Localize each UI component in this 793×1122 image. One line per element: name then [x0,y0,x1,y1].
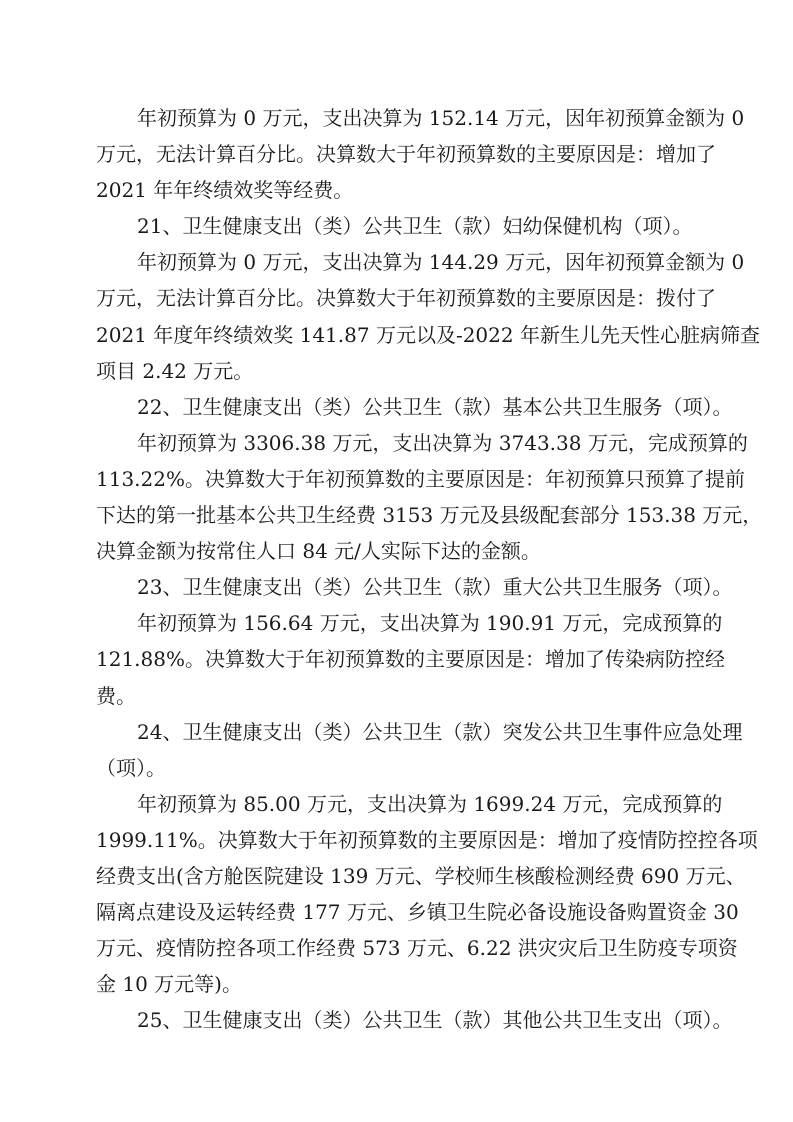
section-heading [96,389,733,425]
text-line: 25、卫生健康支出（类）公共卫生（款）其他公共卫生支出（项）。 [137,1008,733,1033]
text-line: 隔离点建设及运转经费 177 万元、乡镇卫生院必备设施设备购置资金 30 [96,900,739,925]
text-line: 年初预算为 0 万元，支出决算为 144.29 万元，因年初预算金额为 0 [137,250,745,275]
section-heading [96,714,743,786]
section-heading [96,569,733,605]
text-line: 2021 年度年终绩效奖 141.87 万元以及-2022 年新生儿先天性心脏病筛查 [96,322,760,347]
text-line: 年初预算为 3306.38 万元，支出决算为 3743.38 万元，完成预算的 [137,430,748,455]
text-line: 项目 2.42 万元。 [96,358,254,383]
text-line: 年初预算为 85.00 万元，支出决算为 1699.24 万元，完成预算的 [137,791,723,816]
text-line: 费。 [96,683,136,708]
section-heading [96,1002,733,1038]
text-line: 万元、疫情防控各项工作经费 573 万元、6.22 洪灾灾后卫生防疫专项资 [96,936,738,961]
text-line: 年初预算为 156.64 万元，支出决算为 190.91 万元，完成预算的 [137,611,723,636]
document-page [96,100,763,1038]
text-line: 万元，无法计算百分比。决算数大于年初预算数的主要原因是：拨付了 [96,286,716,311]
text-line: 113.22%。决算数大于年初预算数的主要原因是：年初预算只预算了提前 [96,466,745,491]
text-line: 年初预算为 0 万元，支出决算为 152.14 万元，因年初预算金额为 0 [137,106,745,130]
text-line: 21、卫生健康支出（类）公共卫生（款）妇幼保健机构（项）。 [137,214,693,239]
body-paragraph [96,100,745,208]
body-paragraph [96,244,760,388]
text-line: 22、卫生健康支出（类）公共卫生（款）基本公共卫生服务（项）。 [137,394,733,419]
body-paragraph [96,605,725,713]
text-line: 决算金额为按常住人口 84 元/人实际下达的金额。 [96,539,541,564]
text-line: 23、卫生健康支出（类）公共卫生（款）重大公共卫生服务（项）。 [137,575,733,600]
text-line: （项）。 [96,755,166,780]
text-line: 万元，无法计算百分比。决算数大于年初预算数的主要原因是：增加了 [96,142,716,167]
text-line: 1999.11%。决算数大于年初预算数的主要原因是：增加了疫情防控控各项 [96,827,758,852]
body-paragraph [96,786,758,1003]
text-line: 经费支出(含方舱医院建设 139 万元、学校师生核酸检测经费 690 万元、 [96,863,746,888]
text-line: 2021 年年终绩效奖等经费。 [96,178,354,203]
text-line: 121.88%。决算数大于年初预算数的主要原因是：增加了传染病防控经 [96,647,725,672]
section-heading [96,208,700,244]
text-line: 24、卫生健康支出（类）公共卫生（款）突发公共卫生事件应急处理 [137,719,743,744]
text-line: 金 10 万元等)。 [96,972,242,997]
text-line: 下达的第一批基本公共卫生经费 3153 万元及县级配套部分 153.38 万元， [96,503,763,528]
body-paragraph [96,425,763,569]
